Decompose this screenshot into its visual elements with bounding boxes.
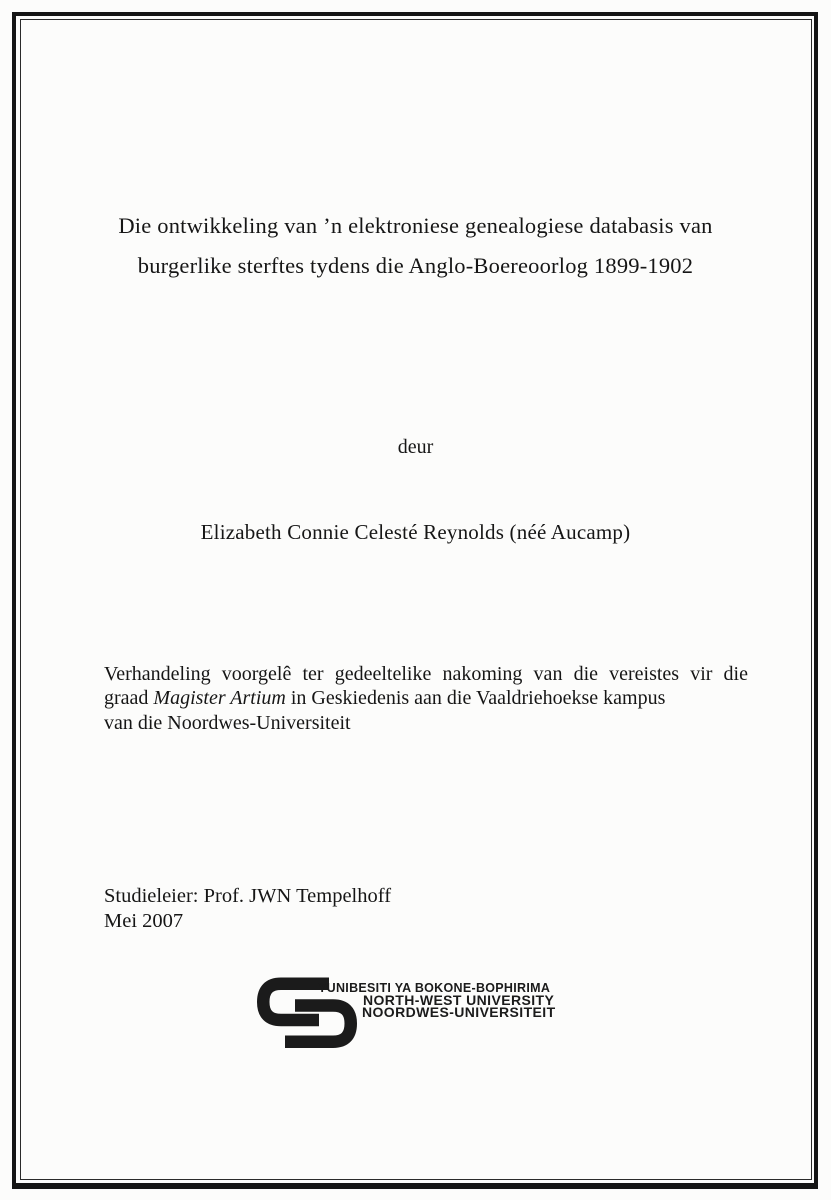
university-logo [257,977,587,1049]
statement-line3: van die Noordwes-Universiteit [104,711,351,734]
byline-label: deur [397,436,434,458]
date-line: Mei 2007 [104,909,184,932]
logo-text-afrikaans: NOORDWES-UNIVERSITEIT [362,1004,556,1020]
thesis-statement [104,662,748,735]
supervisor-line: Studieleier: Prof. JWN Tempelhoff [104,885,392,907]
degree-name: Magister Artium [153,687,286,710]
supervisor-block [104,884,604,933]
thesis-title-line2: burgerlike sterftes tydens die Anglo-Boereoorlog 1899-1902 [137,253,694,278]
thesis-title [60,206,771,286]
author-name: Elizabeth Connie Celesté Reynolds (néé Aucamp) [200,520,631,544]
statement-line2-pre: graad [104,687,154,710]
thesis-title-line1: Die ontwikkeling van ’n elektroniese genealogiese databasis van [118,213,713,238]
logo-text-english: NORTH-WEST UNIVERSITY [363,992,555,1008]
logo-text-setswana: YUNIBESITI YA BOKONE-BOPHIRIMA [318,981,551,995]
statement-line2 [104,686,748,710]
university-logo-text [318,982,556,1019]
statement-line1: Verhandeling voorgelê ter gedeeltelike nakoming van die vereistes vir die [104,663,748,685]
statement-line2-post: in Geskiedenis aan die Vaaldriehoekse kampus [285,687,666,710]
